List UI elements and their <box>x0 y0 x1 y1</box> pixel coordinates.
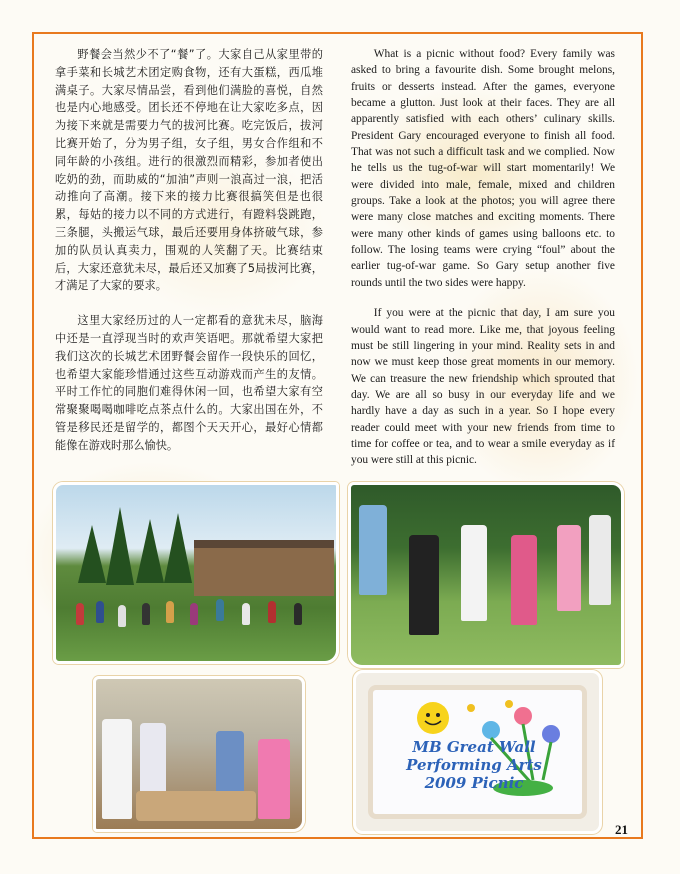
photo-food-table <box>93 676 305 832</box>
person-shape <box>242 603 250 625</box>
person-shape <box>190 603 198 625</box>
cake-text-line-3: 2009 Picnic <box>424 774 524 792</box>
sun-icon <box>417 702 449 734</box>
person-shape <box>102 719 132 819</box>
photo-womens-tug-of-war <box>348 482 624 668</box>
tree-shape <box>136 519 164 583</box>
english-column <box>351 46 615 469</box>
person-shape <box>294 603 302 625</box>
bee-icon <box>505 700 513 708</box>
flower-icon <box>514 707 532 725</box>
person-shape <box>118 605 126 627</box>
person-shape <box>166 601 174 623</box>
person-shape <box>359 505 387 595</box>
building-shape <box>194 540 334 596</box>
cake-text-line-1: MB Great Wall <box>412 738 536 756</box>
person-shape <box>142 603 150 625</box>
person-shape <box>589 515 611 605</box>
tree-shape <box>106 507 134 585</box>
chinese-column <box>55 46 323 455</box>
bee-icon <box>467 704 475 712</box>
person-shape <box>409 535 439 635</box>
page-number: 21 <box>615 822 628 837</box>
person-shape <box>461 525 487 621</box>
tree-shape <box>78 525 106 583</box>
person-shape <box>511 535 537 625</box>
table-shape <box>136 791 256 821</box>
person-shape <box>258 739 290 819</box>
person-shape <box>96 601 104 623</box>
english-paragraph-2: If you were at the picnic that day, I am sure you would want to read more. Like me, that joyous feeling must be still lingering in your mind. Reality sets in and now we must keep those great moments in our memory. We can treasure the new friendship which sprouted that day. We are all so busy in our everyday life and we hardly have a day as such in a year. So I hope every reader could meet with your new friends from time to time for coffee or tea, and to wear a smile everyday as if you were still at this picnic. <box>351 307 615 467</box>
person-shape <box>76 603 84 625</box>
english-paragraph-1: What is a picnic without food? Every family was asked to bring a favourite dish. Some brought melons, fruits or desserts instead. After the games, everyone became a glutton. Just look at their faces. They are all apparently satisfied with each others’ culinary skills. President Gary encouraged everyone to finish all food. That was not such a difficult task and we complied. Now he tells us the tug-of-war will start momentarily! We were divided into male, female, mixed and children groups. Take a look at the photos; you will agree there were many close matches and exciting moments. There were many other kinds of games using balloons etc. to follow. The losing teams were crying “foul” about the earlier tug-of-war game. So Gary setup another five rounds until the two sides were happy. <box>351 48 615 289</box>
chinese-paragraph-1: 野餐会当然少不了“餐”了。大家自己从家里带的拿手菜和长城艺术团定购食物，还有大蛋糕，西瓜堆满桌子。大家尽情品尝，看到他们满脸的喜悦，自然也是内心地感受。团长还不停地在让大家吃多点，因为接下来就是需要力气的拔河比赛。吃完饭后，拔河比赛开始了，分为男子组，女子组，男女合作组和不同年龄的小孩组。进行的很激烈而精彩，参加者使出吃奶的劲，而助威的“加油”声则一浪高过一浪，把活动推向了高潮。接下来的接力比赛很搞笑但是也很累，每姑的接力以不同的方式进行，有蹬料袋跳跑，三条腿，头搬运气球，最后还要用身体挤破气球，参加的队员认真卖力，围观的人笑翻了天。比赛结束后，大家还意犹未尽，最后还又加赛了5局拔河比赛，才满足了大家的要求。 <box>55 48 323 293</box>
person-shape <box>557 525 581 611</box>
chinese-paragraph-2: 这里大家经历过的人一定都看的意犹未尽，脑海中还是一直浮现当时的欢声笑语吧。那就希望大家把我们这次的长城艺术团野餐会留作一段快乐的回忆，也希望大家能珍惜通过这些互动游戏而产生的友情。平时工作忙的同胞们难得休闲一回，也希望大家有空常聚聚喝喝咖啡吃点茶点什么的。大家出国在外，不管是移民还是留学的，都图个天天开心，最好心情都能像在游戏时那么愉快。 <box>55 314 323 452</box>
photo-picnic-cake <box>353 670 602 834</box>
tree-shape <box>164 513 192 583</box>
cake-text-line-2: Performing Arts <box>406 756 542 774</box>
person-shape <box>268 601 276 623</box>
flower-icon <box>482 721 500 739</box>
person-shape <box>216 599 224 621</box>
photo-group-tug-of-war <box>53 482 339 664</box>
